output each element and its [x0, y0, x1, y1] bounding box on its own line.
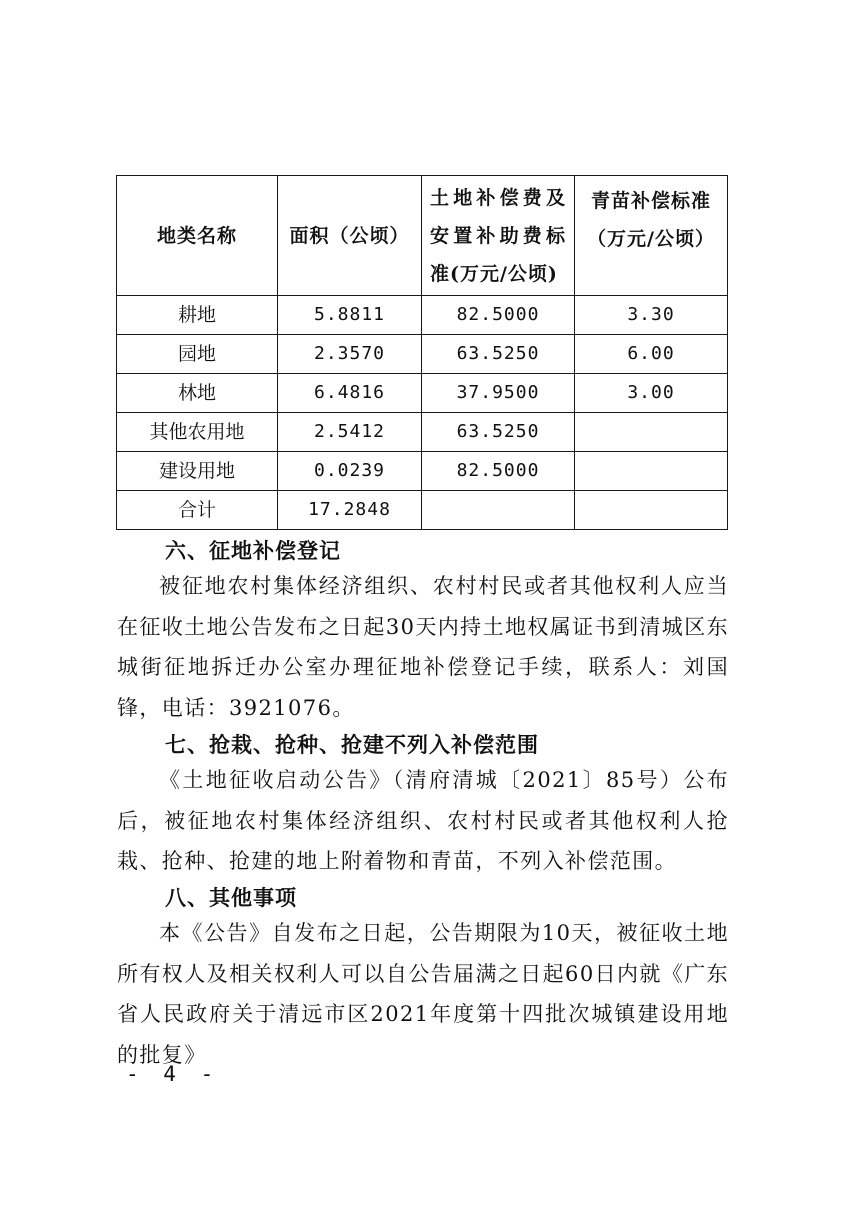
section-heading-registration: 六、征地补偿登记	[165, 539, 341, 563]
section-body-no-compensation: 《土地征收启动公告》（清府清城〔2021〕85号）公布后，被征地农村集体经济组织、农村村民或者其他权利人抢栽、抢种、抢建的地上附着物和青苗，不列入补偿范围。	[117, 768, 729, 873]
table-row	[117, 413, 728, 452]
cell-land-type: 林地	[117, 374, 278, 413]
cell-crop-standard: 3.30	[575, 296, 728, 335]
table-row	[117, 335, 728, 374]
cell-land-standard: 37.9500	[422, 374, 575, 413]
page-number: - 4 -	[126, 1062, 220, 1086]
cell-land-standard	[422, 491, 575, 530]
cell-land-type: 其他农用地	[117, 413, 278, 452]
land-compensation-table	[116, 175, 728, 530]
corner-scan-mark	[752, 0, 842, 6]
header-land-compensation-standard: 土地补偿费及安置补助费标准(万元/公顷)	[422, 176, 575, 296]
cell-area: 17.2848	[278, 491, 422, 530]
cell-land-standard: 82.5000	[422, 452, 575, 491]
header-land-type: 地类名称	[117, 176, 278, 296]
cell-crop-standard	[575, 491, 728, 530]
cell-land-type: 园地	[117, 335, 278, 374]
cell-land-standard: 63.5250	[422, 335, 575, 374]
section-body-registration: 被征地农村集体经济组织、农村村民或者其他权利人应当在征收土地公告发布之日起30天内持土地权属证书到清城区东城街征地拆迁办公室办理征地补偿登记手续，联系人：刘国锋，电话：3921076。	[117, 574, 729, 720]
table-row	[117, 374, 728, 413]
table-row	[117, 296, 728, 335]
cell-crop-standard: 6.00	[575, 335, 728, 374]
section-heading-no-compensation: 七、抢栽、抢种、抢建不列入补偿范围	[165, 733, 539, 757]
section-body-other-matters: 本《公告》自发布之日起，公告期限为10天，被征收土地所有权人及相关权利人可以自公告届满之日起60日内就《广东省人民政府关于清远市区2021年度第十四批次城镇建设用地的批复》	[117, 921, 729, 1067]
cell-land-standard: 82.5000	[422, 296, 575, 335]
cell-crop-standard	[575, 452, 728, 491]
cell-crop-standard: 3.00	[575, 374, 728, 413]
cell-area: 6.4816	[278, 374, 422, 413]
header-crop-compensation-standard: 青苗补偿标准（万元/公顷）	[575, 176, 728, 296]
table-row-total	[117, 491, 728, 530]
table-row	[117, 452, 728, 491]
cell-area: 2.5412	[278, 413, 422, 452]
cell-area: 0.0239	[278, 452, 422, 491]
header-area: 面积（公顷）	[278, 176, 422, 296]
cell-crop-standard	[575, 413, 728, 452]
cell-land-type: 耕地	[117, 296, 278, 335]
cell-area: 5.8811	[278, 296, 422, 335]
cell-land-standard: 63.5250	[422, 413, 575, 452]
cell-area: 2.3570	[278, 335, 422, 374]
cell-land-type: 合计	[117, 491, 278, 530]
section-heading-other-matters: 八、其他事项	[165, 886, 297, 910]
cell-land-type: 建设用地	[117, 452, 278, 491]
table-header-row	[117, 176, 728, 296]
